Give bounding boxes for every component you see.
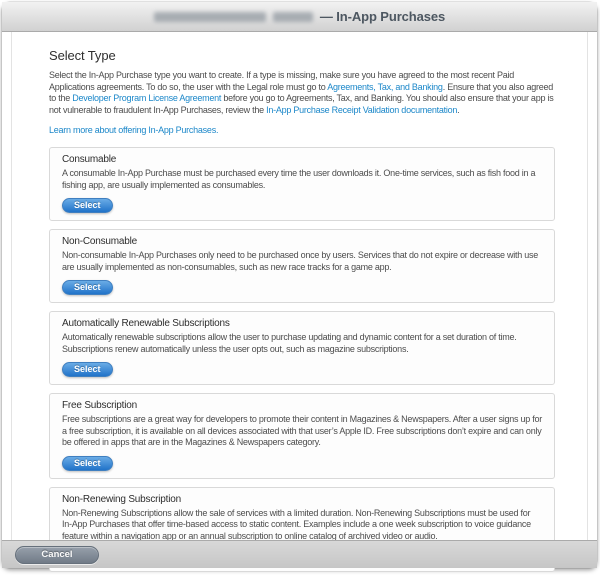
purchase-type-title: Free Subscription: [62, 400, 137, 411]
intro-link[interactable]: In-App Purchase Receipt Validation documentation: [266, 104, 458, 115]
intro-link[interactable]: Developer Program License Agreement: [72, 93, 222, 103]
learn-more-link[interactable]: Learn more about offering In-App Purchases.: [49, 125, 219, 135]
dialog-footer: [2, 540, 597, 568]
window-title: — In-App Purchases: [319, 9, 446, 24]
purchase-type-description: A consumable In-App Purchase must be purchased every time the user downloads it. One-time services, such as fish food in a fishing app, are usually implemented as consumables.: [62, 168, 536, 190]
purchase-type-list: [49, 147, 555, 572]
purchase-type-title: Non-Consumable: [62, 236, 138, 247]
window-titlebar: [2, 2, 597, 32]
dialog-body: [2, 32, 597, 540]
purchase-type-card: [49, 311, 555, 385]
intro-paragraph: [49, 70, 555, 116]
intro-text: . Ensure that you also agreed to the: [49, 81, 554, 103]
intro-link[interactable]: Agreements, Tax, and Banking: [327, 81, 443, 92]
purchase-type-description: Free subscriptions are a great way for developers to promote their content in Magazines & Newspapers. After a user signs up for a free subscription, it is available on all devices associated with that user’s Apple ID. Free subscriptions don’t expire and can only be offered in apps that are in the Magazines & Newspapers category.: [62, 414, 543, 447]
in-app-purchases-dialog: [2, 2, 597, 568]
redacted-app-name: [154, 12, 266, 22]
purchase-type-card: [49, 229, 555, 303]
redacted-app-name: [273, 12, 313, 22]
select-button[interactable]: Select: [62, 456, 113, 471]
cancel-button[interactable]: Cancel: [15, 546, 99, 564]
purchase-type-title: Automatically Renewable Subscriptions: [62, 318, 230, 329]
purchase-type-description: Non-consumable In-App Purchases only need to be purchased once by users. Services that do not expire or decrease with use are usually implemented as non-consumables, such as new race tracks for a game app.: [62, 250, 539, 272]
purchase-type-title: Non-Renewing Subscription: [62, 493, 181, 505]
purchase-type-card: [49, 147, 555, 221]
page-title: Select Type: [49, 48, 116, 63]
content-panel: [11, 32, 588, 540]
purchase-type-card: [49, 393, 555, 479]
select-button[interactable]: Select: [62, 280, 113, 295]
select-button[interactable]: Select: [62, 362, 113, 377]
intro-text: before you go to Agreements, Tax, and Banking. You should also ensure that your app is not vulnerable to fraudulent In-App Purchases, review the: [49, 93, 554, 115]
purchase-type-description: Non-Renewing Subscriptions allow the sale of services with a limited duration. Non-Renewing Subscriptions must be used for In-App Purchases that offer time-based access to static content. Examples include a one week subscription to voice guidance feature within a navigation app or an annual subscription to online catalog of archived video or audio.: [62, 507, 531, 541]
intro-text: .: [457, 104, 460, 115]
purchase-type-description: Automatically renewable subscriptions allow the user to purchase updating and dynamic content for a set duration of time. Subscriptions renew automatically unless the user opts out, such as magazine subscriptions.: [62, 332, 517, 354]
select-button[interactable]: Select: [62, 198, 113, 213]
purchase-type-title: Consumable: [62, 154, 117, 165]
intro-text: Select the In-App Purchase type you want to create. If a type is missing, make sure you have agreed to the most recent Paid Applications agreements. To do so, the user with the Legal role must go to: [49, 70, 515, 92]
